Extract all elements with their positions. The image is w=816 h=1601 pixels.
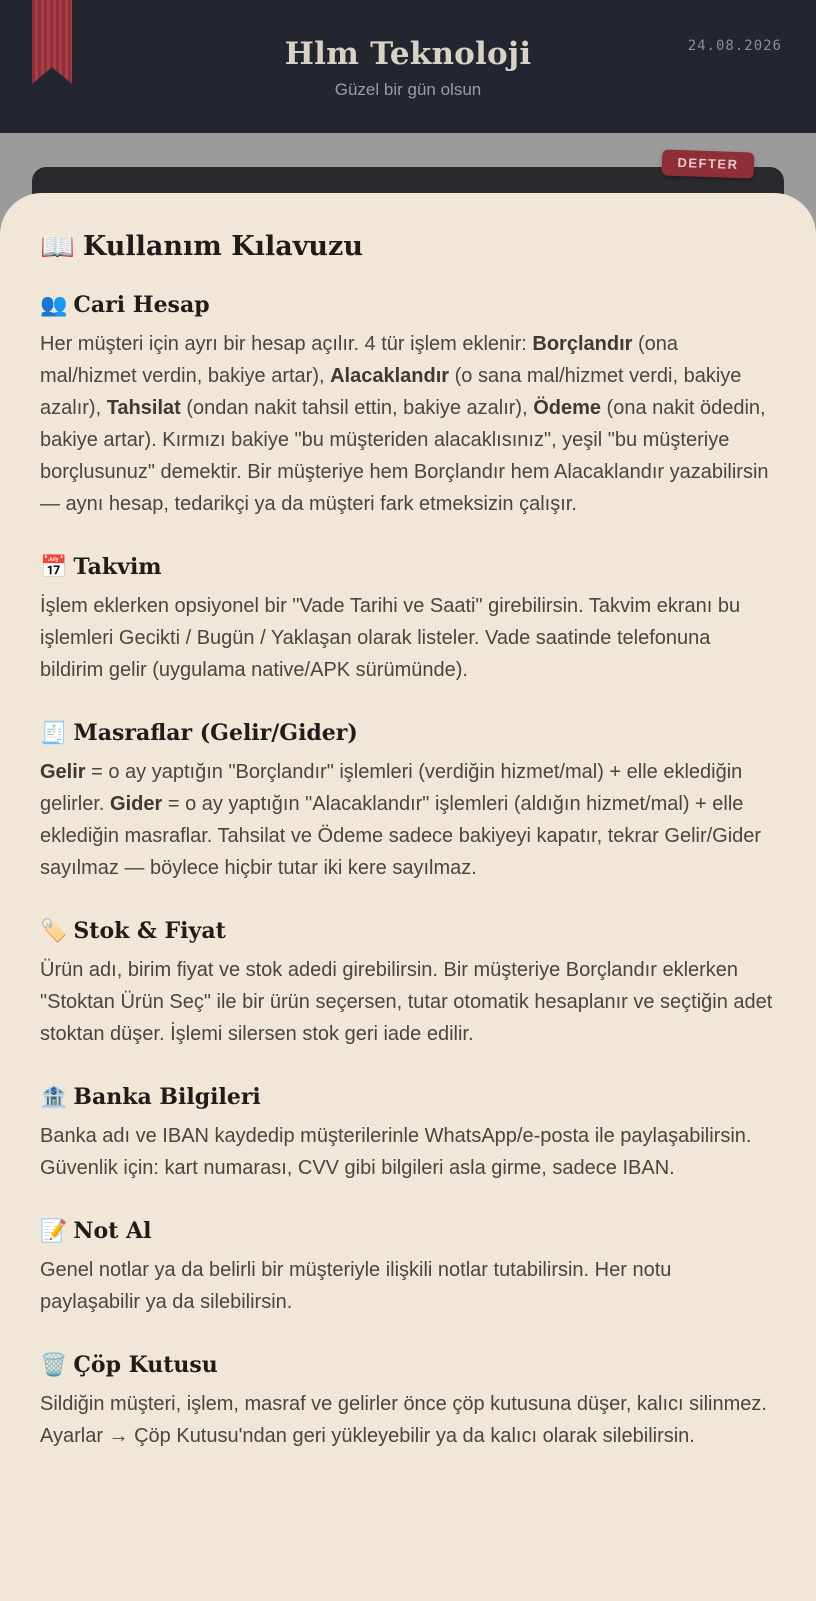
section-body <box>40 328 776 520</box>
body-text: = o ay yaptığın "Borçlandır" işlemleri (verdiğin hizmet/mal) + elle eklediğin gelirler. <box>40 761 743 815</box>
section-title: Not Al <box>73 1218 152 1244</box>
body-text: Ürün adı, birim fiyat ve stok adedi girebilirsin. Bir müşteriye Borçlandır eklerken "Stoktan Ürün Seç" ile bir ürün seçersen, tutar otomatik hesaplanır ve seçtiğin adet stoktan düşer. İşlemi silersen stok geri iade edilir. <box>40 959 773 1045</box>
section-takvim <box>40 554 776 686</box>
bold-term: Gelir <box>40 761 86 783</box>
memo-icon: 📝 <box>40 1218 68 1244</box>
body-text: (ondan nakit tahsil ettin, bakiye azalır), <box>180 397 534 419</box>
body-text: (ona nakit ödedin, bakiye artar). Kırmızı bakiye "bu müşteriden alacaklısınız", yeşil "bu müşteriye borçlusunuz" demektir. Bir müşteriye hem Borçlandır hem Alacaklandır yazabilirsin — aynı hesap, tedarikçi ya da müşteri fark etmeksizin çalışır. <box>40 397 769 515</box>
section-title: Stok & Fiyat <box>73 918 226 944</box>
bold-term: Borçlandır <box>532 333 633 355</box>
bold-term: Ödeme <box>533 397 601 419</box>
section-title: Banka Bilgileri <box>73 1084 261 1110</box>
body-text: İşlem eklerken opsiyonel bir "Vade Tarihi ve Saati" girebilirsin. Takvim ekranı bu işlemleri Gecikti / Bugün / Yaklaşan olarak listeler. Vade saatinde telefonuna bildirim gelir (uygulama native/APK sürümünde). <box>40 595 741 681</box>
section-body <box>40 1254 776 1318</box>
section-title: Çöp Kutusu <box>73 1352 218 1378</box>
section-not-al <box>40 1218 776 1318</box>
section-banka-bilgileri <box>40 1084 776 1184</box>
open-book-icon: 📖 <box>40 229 75 263</box>
section-cari-hesap <box>40 292 776 520</box>
section-body <box>40 590 776 686</box>
section-heading <box>40 554 776 580</box>
bank-icon: 🏦 <box>40 1084 68 1110</box>
guide-sections <box>40 292 776 1452</box>
app-header <box>0 0 816 133</box>
app-title: Hlm Teknoloji <box>284 36 532 72</box>
guide-sheet <box>0 193 816 1601</box>
section-heading <box>40 1352 776 1378</box>
body-text: (o sana mal/hizmet verdi, bakiye azalır), <box>40 365 742 419</box>
guide-title <box>40 231 776 262</box>
bold-term: Gider <box>110 793 163 815</box>
section-heading <box>40 1084 776 1110</box>
section-heading <box>40 720 776 746</box>
price-tag-icon: 🏷️ <box>40 918 68 944</box>
body-text: Banka adı ve IBAN kaydedip müşterilerinle WhatsApp/e-posta ile paylaşabilirsin. Güvenlik için: kart numarası, CVV gibi bilgileri asla girme, sadece IBAN. <box>40 1125 752 1179</box>
bold-term: Tahsilat <box>106 397 181 419</box>
body-text: Genel notlar ya da belirli bir müşteriyle ilişkili notlar tutabilirsin. Her notu paylaşabilir ya da silebilirsin. <box>40 1259 672 1313</box>
body-text: (ona mal/hizmet verdin, bakiye artar), <box>40 333 679 387</box>
section-cop-kutusu <box>40 1352 776 1452</box>
section-heading <box>40 918 776 944</box>
section-body <box>40 954 776 1050</box>
section-title: Masraflar (Gelir/Gider) <box>73 720 358 746</box>
app-greeting: Güzel bir gün olsun <box>334 80 482 99</box>
current-date: 24.08.2026 <box>687 38 782 54</box>
wastebasket-icon: 🗑️ <box>40 1352 68 1378</box>
section-body <box>40 1388 776 1452</box>
ledger-tag: DEFTER <box>662 149 755 178</box>
people-icon: 👥 <box>40 292 68 318</box>
guide-title-text: Kullanım Kılavuzu <box>82 231 363 262</box>
receipt-icon: 🧾 <box>40 720 68 746</box>
calendar-icon: 📅 <box>40 554 68 580</box>
section-body <box>40 756 776 884</box>
bold-term: Alacaklandır <box>330 365 450 387</box>
body-text: Her müşteri için ayrı bir hesap açılır. 4 tür işlem eklenir: <box>40 333 533 355</box>
section-title: Cari Hesap <box>73 292 210 318</box>
section-title: Takvim <box>73 554 162 580</box>
body-text: = o ay yaptığın "Alacaklandır" işlemleri (aldığın hizmet/mal) + elle eklediğin masraflar. Tahsilat ve Ödeme sadece bakiyeyi kapatır, tekrar Gelir/Gider sayılmaz — böylece hiçbir tutar iki kere sayılmaz. <box>40 793 762 879</box>
section-masraflar <box>40 720 776 884</box>
section-body <box>40 1120 776 1184</box>
section-stok-fiyat <box>40 918 776 1050</box>
section-heading <box>40 1218 776 1244</box>
section-heading <box>40 292 776 318</box>
body-text: Sildiğin müşteri, işlem, masraf ve gelirler önce çöp kutusuna düşer, kalıcı silinmez. Ayarlar → Çöp Kutusu'ndan geri yükleyebilir ya da kalıcı olarak silebilirsin. <box>40 1393 767 1447</box>
